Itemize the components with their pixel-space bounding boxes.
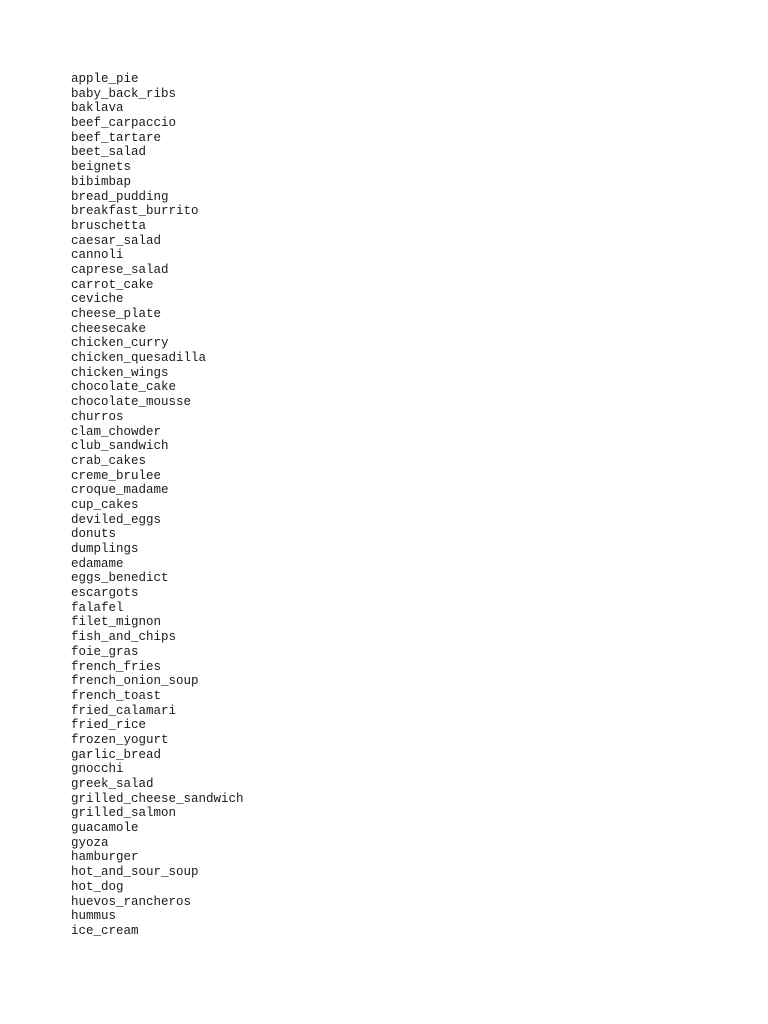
list-item: caesar_salad [71, 233, 162, 248]
list-item: french_toast [71, 688, 162, 703]
list-item: beignets [71, 160, 132, 175]
list-item: breakfast_burrito [71, 204, 199, 219]
food-name-list [71, 72, 244, 939]
list-item: bibimbap [71, 174, 132, 189]
list-item: guacamole [71, 821, 139, 836]
list-item: donuts [71, 527, 117, 542]
list-item: french_onion_soup [71, 674, 199, 689]
list-item: filet_mignon [71, 615, 162, 630]
list-item: edamame [71, 556, 124, 571]
list-item: fried_rice [71, 718, 147, 733]
list-item: gyoza [71, 835, 109, 850]
list-item: caprese_salad [71, 262, 169, 277]
list-item: escargots [71, 586, 139, 601]
list-item: hot_and_sour_soup [71, 865, 199, 880]
list-item: hummus [71, 909, 117, 924]
list-item: chicken_quesadilla [71, 351, 207, 366]
list-item: cannoli [71, 248, 124, 263]
list-item: chocolate_cake [71, 380, 177, 395]
list-item: frozen_yogurt [71, 732, 169, 747]
list-item: hamburger [71, 850, 139, 865]
list-item: eggs_benedict [71, 571, 169, 586]
list-item: greek_salad [71, 777, 154, 791]
list-item: beef_carpaccio [71, 116, 177, 131]
list-item: club_sandwich [71, 439, 169, 454]
list-item: gnocchi [71, 762, 124, 777]
list-item: clam_chowder [71, 424, 162, 439]
list-item: cheese_plate [71, 307, 162, 321]
list-item: cup_cakes [71, 497, 139, 512]
list-item: carrot_cake [71, 277, 154, 292]
list-item: cheesecake [71, 321, 147, 336]
list-item: creme_brulee [71, 468, 162, 483]
list-item: crab_cakes [71, 453, 147, 468]
list-item: bruschetta [71, 218, 147, 233]
list-item: baklava [71, 101, 124, 116]
list-item: croque_madame [71, 483, 169, 498]
list-item: deviled_eggs [71, 512, 162, 527]
list-item: fried_calamari [71, 703, 177, 718]
list-item: hot_dog [71, 879, 124, 894]
list-item: foie_gras [71, 644, 139, 659]
list-item: grilled_salmon [71, 806, 177, 821]
list-item: churros [71, 409, 124, 424]
list-item: ice_cream [71, 923, 139, 938]
list-item: falafel [71, 600, 124, 615]
list-item: french_fries [71, 659, 162, 674]
list-item: fish_and_chips [71, 630, 177, 645]
list-item: chicken_wings [71, 365, 169, 380]
list-item: beet_salad [71, 145, 147, 160]
list-item: apple_pie [71, 72, 139, 86]
list-item: chocolate_mousse [71, 395, 192, 410]
list-item: ceviche [71, 292, 124, 307]
list-item: huevos_rancheros [71, 894, 192, 909]
list-item: garlic_bread [71, 747, 162, 762]
list-item: baby_back_ribs [71, 86, 177, 101]
list-item: beef_tartare [71, 130, 162, 145]
list-item: grilled_cheese_sandwich [71, 791, 244, 806]
list-item: dumplings [71, 542, 139, 556]
list-item: chicken_curry [71, 336, 169, 351]
list-item: bread_pudding [71, 189, 169, 204]
